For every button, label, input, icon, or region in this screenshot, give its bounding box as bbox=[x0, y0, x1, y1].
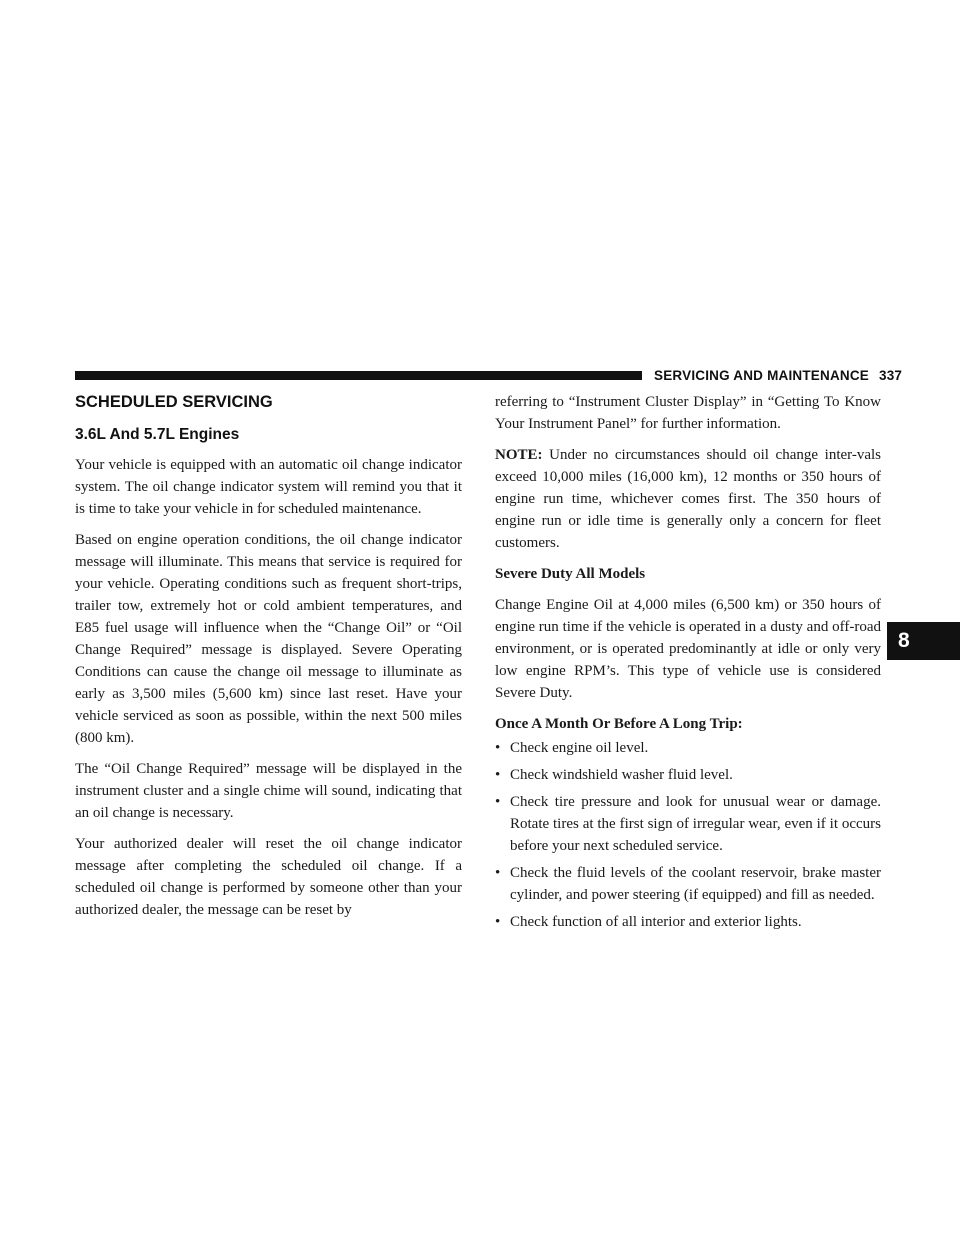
right-column bbox=[495, 391, 881, 938]
header-rule bbox=[75, 371, 642, 380]
section-title: SERVICING AND MAINTENANCE bbox=[654, 368, 870, 383]
list-item bbox=[495, 911, 881, 933]
chapter-tab: 8 bbox=[887, 622, 960, 660]
checklist bbox=[495, 737, 881, 933]
list-item-text: Check tire pressure and look for unusual wear or damage. Rotate tires at the first sign of irregular wear, even if it occurs before your next scheduled service. bbox=[510, 794, 881, 854]
bullet-icon: • bbox=[495, 914, 501, 930]
monthly-heading: Once A Month Or Before A Long Trip: bbox=[495, 716, 743, 732]
list-item-text: Check the fluid levels of the coolant reservoir, brake master cylinder, and power steering (if equipped) and fill as needed. bbox=[510, 865, 881, 903]
paragraph: Based on engine operation conditions, the oil change indicator message will illuminate. This means that service is required for your vehicle. Operating conditions such as frequent short-trips, trailer tow, extremely hot or cold ambient temperatures, and E85 fuel usage will influence when the “Change Oil” or “Oil Change Required” message is displayed. Severe Operating Conditions can cause the change oil message to illuminate as early as 3,500 miles (5,600 km) since last reset. Have your vehicle serviced as soon as possible, within the next 500 miles (800 km). bbox=[75, 532, 462, 746]
bullet-icon: • bbox=[495, 865, 501, 881]
continuation-paragraph: referring to “Instrument Cluster Display” in “Getting To Know Your Instrument Panel” for further information. bbox=[495, 394, 881, 432]
note-text: Under no circumstances should oil change inter-vals exceed 10,000 miles (16,000 km), 12 months or 350 hours of engine run time, whichever comes first. The 350 hours of engine run or idle time is generally only a concern for fleet customers. bbox=[495, 447, 881, 551]
paragraph: The “Oil Change Required” message will be displayed in the instrument cluster and a single chime will sound, indicating that an oil change is necessary. bbox=[75, 761, 462, 821]
page-number: 337 bbox=[879, 368, 903, 383]
left-column bbox=[75, 392, 462, 930]
list-item bbox=[495, 791, 881, 857]
bullet-icon: • bbox=[495, 767, 501, 783]
severe-duty-paragraph: Change Engine Oil at 4,000 miles (6,500 km) or 350 hours of engine run time if the vehicle is operated in a dusty and off-road environment, or is operated predominantly at idle or only very low engine RPM’s. This type of vehicle use is considered Severe Duty. bbox=[495, 597, 881, 701]
list-item bbox=[495, 862, 881, 906]
section-heading: SCHEDULED SERVICING bbox=[75, 393, 273, 411]
bullet-icon: • bbox=[495, 794, 501, 810]
list-item bbox=[495, 764, 881, 786]
note-label: NOTE: bbox=[495, 447, 543, 463]
bullet-icon: • bbox=[495, 740, 501, 756]
running-header bbox=[654, 368, 902, 383]
paragraph: Your authorized dealer will reset the oil change indicator message after completing the scheduled oil change. If a scheduled oil change is performed by someone other than your authorized dealer, the message can be reset by bbox=[75, 836, 462, 918]
list-item-text: Check function of all interior and exterior lights. bbox=[510, 914, 802, 930]
list-item-text: Check windshield washer fluid level. bbox=[510, 767, 733, 783]
severe-duty-heading: Severe Duty All Models bbox=[495, 566, 646, 582]
list-item-text: Check engine oil level. bbox=[510, 740, 649, 756]
paragraph: Your vehicle is equipped with an automatic oil change indicator system. The oil change indicator system will remind you that it is time to take your vehicle in for scheduled maintenance. bbox=[75, 457, 462, 517]
list-item bbox=[495, 737, 881, 759]
note-paragraph bbox=[495, 444, 881, 554]
subheading: 3.6L And 5.7L Engines bbox=[75, 426, 240, 443]
